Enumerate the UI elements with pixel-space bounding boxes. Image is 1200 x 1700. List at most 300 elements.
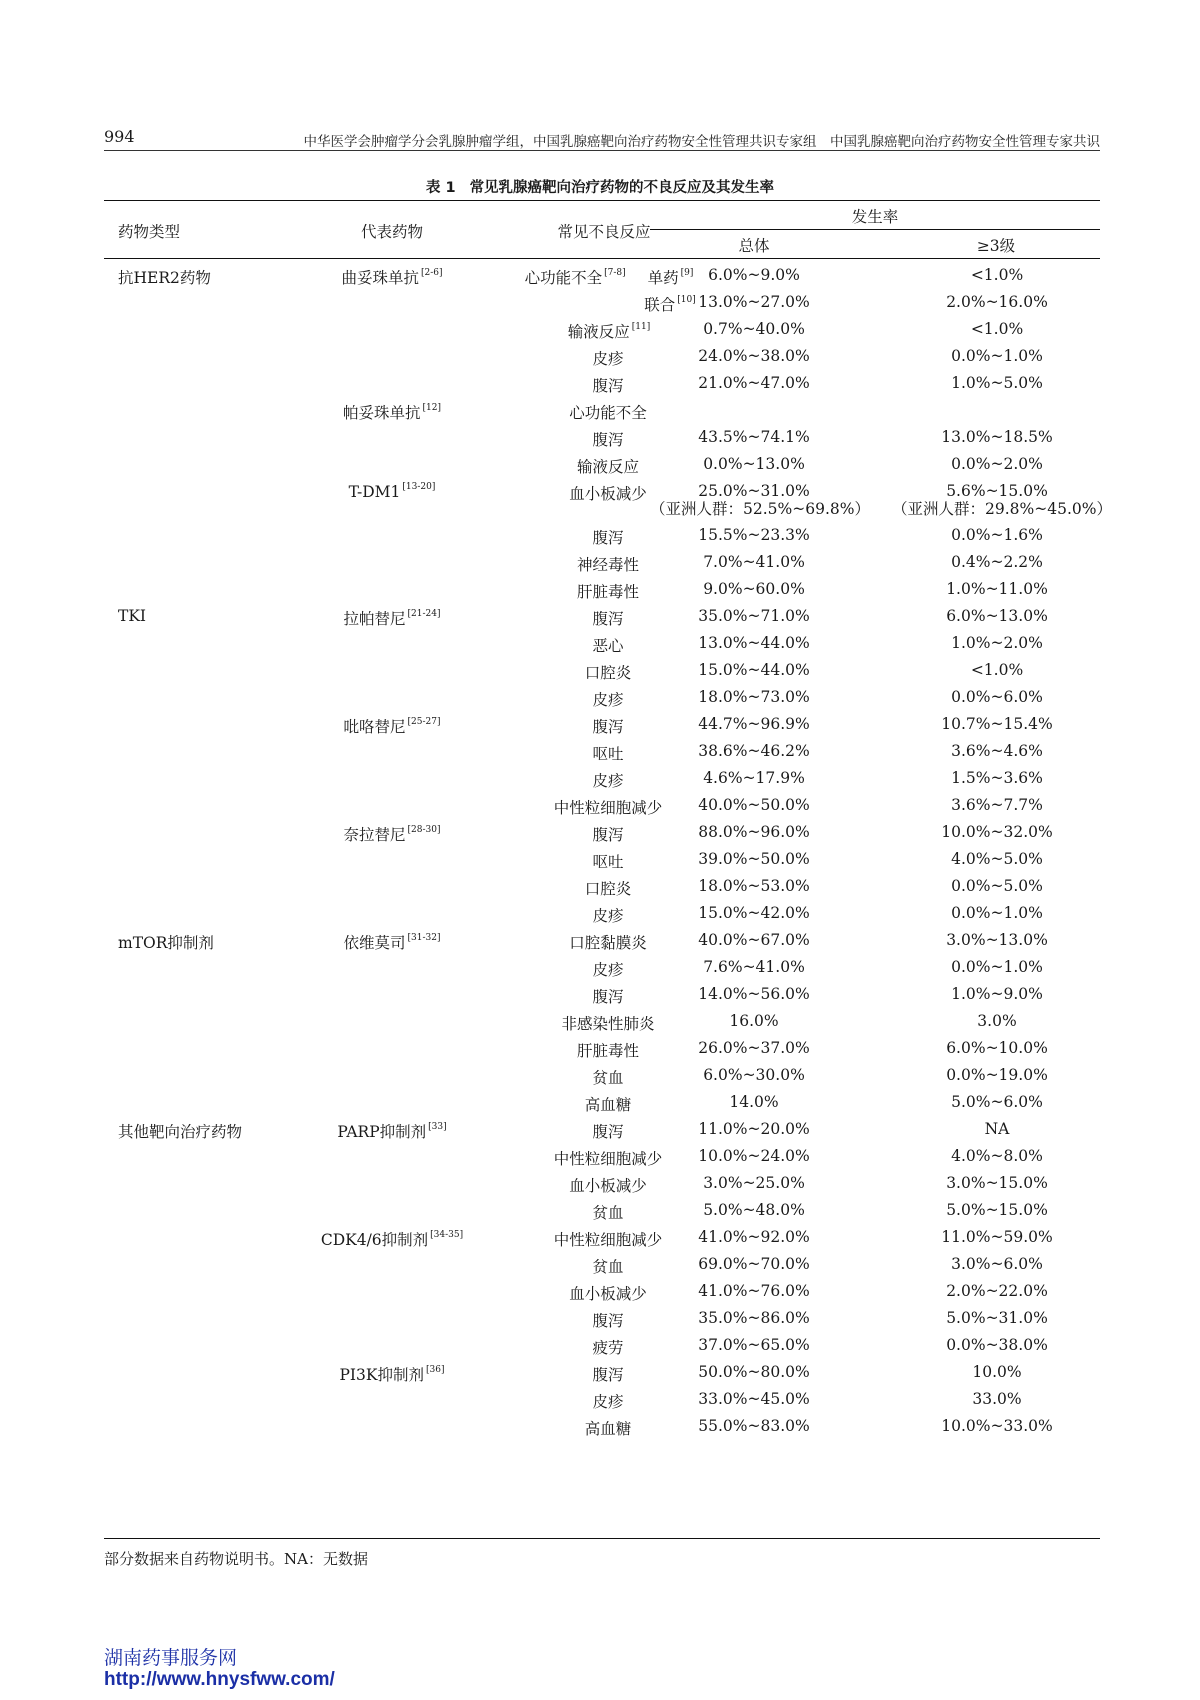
cell-rate-grade3	[892, 482, 1112, 518]
table-row	[104, 684, 1100, 711]
cell-rate-grade3-text: 0.0%~19.0%	[946, 1066, 1048, 1084]
cell-drug	[304, 347, 480, 366]
cell-drug	[304, 482, 480, 501]
cell-rate-grade3-text: 10.0%~32.0%	[941, 823, 1053, 841]
cell-rate-grade3	[892, 428, 1102, 446]
table-row	[104, 603, 1100, 630]
cell-adverse-reaction-text: 口腔炎	[584, 664, 632, 682]
table-row	[104, 343, 1100, 370]
cell-rate-grade3	[892, 1228, 1102, 1246]
cell-drug	[304, 1066, 480, 1085]
cell-rate-grade3-text: <1.0%	[970, 661, 1024, 679]
cell-rate-grade3-text: 5.0%~15.0%	[946, 1201, 1048, 1219]
reference-marker: [2-6]	[421, 268, 443, 278]
cell-rate-total	[650, 688, 858, 706]
cell-rate-total	[650, 1093, 858, 1111]
cell-drug	[304, 1336, 480, 1355]
cell-adverse-reaction-text: 肝脏毒性	[576, 1042, 639, 1060]
cell-rate-grade3-text: 0.0%~6.0%	[951, 688, 1043, 706]
cell-rate-total	[650, 1201, 858, 1219]
cell-drug	[304, 958, 480, 977]
cell-drug	[304, 1363, 480, 1385]
reference-marker: [31-32]	[407, 933, 441, 943]
table-row	[104, 424, 1100, 451]
cell-rate-total-text: 4.6%~17.9%	[703, 769, 805, 787]
cell-drug	[304, 1174, 480, 1193]
cell-drug	[304, 742, 480, 761]
cell-adverse-reaction-text: 口腔炎	[584, 880, 632, 898]
cell-rate-grade3	[892, 374, 1102, 392]
cell-adverse-reaction-text: 输液反应	[576, 458, 639, 476]
cell-rate-grade3-text: 10.7%~15.4%	[941, 715, 1053, 733]
cell-rate-grade3	[892, 1309, 1102, 1327]
cell-rate-total-text: 15.0%~42.0%	[698, 904, 810, 922]
cell-adverse-reaction-text: 神经毒性	[576, 556, 639, 574]
cell-rate-grade3-text: 0.0%~38.0%	[946, 1336, 1048, 1354]
cell-rate-total	[650, 1255, 858, 1273]
table-row	[104, 900, 1100, 927]
cell-rate-total	[650, 1066, 858, 1084]
cell-rate-grade3	[892, 580, 1102, 598]
cell-rate-grade3	[892, 742, 1102, 760]
cell-rate-total-text: 41.0%~76.0%	[698, 1282, 810, 1300]
cell-drug	[304, 526, 480, 545]
cell-drug-type	[118, 607, 146, 625]
cell-rate-total	[650, 1309, 858, 1327]
cell-rate-grade3	[892, 1120, 1102, 1138]
cell-adverse-reaction-text: 腹泻	[592, 1312, 624, 1330]
cell-rate-total-text: 40.0%~67.0%	[698, 931, 810, 949]
cell-rate-total	[650, 661, 858, 679]
cell-rate-total	[650, 1363, 858, 1381]
cell-rate-grade3-text: 3.6%~4.6%	[951, 742, 1043, 760]
cell-rate-grade3-text: 4.0%~8.0%	[951, 1147, 1043, 1165]
table-row	[104, 630, 1100, 657]
cell-rate-grade3-text: 1.5%~3.6%	[951, 769, 1043, 787]
cell-adverse-reaction-text: 中性粒细胞减少	[553, 1231, 663, 1249]
table-row	[104, 1116, 1100, 1143]
cell-rate-grade3-text: 1.0%~5.0%	[951, 374, 1043, 392]
cell-rate-total-text: 88.0%~96.0%	[698, 823, 810, 841]
cell-rate-total-text: 14.0%	[729, 1093, 779, 1111]
cell-rate-total-text: 44.7%~96.9%	[698, 715, 810, 733]
cell-drug	[304, 553, 480, 572]
cell-adverse-reaction-text: 皮疹	[592, 350, 624, 368]
cell-drug-type-text: TKI	[118, 607, 147, 625]
cell-rate-grade3-text: 1.0%~2.0%	[951, 634, 1043, 652]
table-row	[104, 478, 1112, 522]
cell-rate-grade3-text: 3.0%~15.0%	[946, 1174, 1048, 1192]
cell-rate-grade3	[892, 293, 1102, 311]
table-row	[104, 549, 1100, 576]
cell-drug	[304, 428, 480, 447]
cell-rate-grade3-text: 3.0%	[977, 1012, 1017, 1030]
cell-rate-grade3-text: <1.0%	[970, 320, 1024, 338]
header-rule	[104, 150, 1100, 151]
cell-adverse-reaction-text: 疲劳	[592, 1339, 624, 1357]
cell-rate-total	[650, 1174, 858, 1192]
table-row	[104, 1062, 1100, 1089]
cell-rate-total	[650, 850, 858, 868]
cell-rate-total	[650, 293, 858, 311]
table-row	[104, 846, 1100, 873]
cell-adverse-reaction-text: 心功能不全	[569, 404, 647, 422]
cell-rate-total-text: 40.0%~50.0%	[698, 796, 810, 814]
table-row	[104, 316, 1100, 343]
table-row	[104, 522, 1100, 549]
cell-drug-text: PARP抑制剂	[337, 1123, 427, 1141]
cell-rate-total-text: 41.0%~92.0%	[698, 1228, 810, 1246]
reference-marker: [25-27]	[407, 717, 441, 727]
cell-rate-total	[650, 266, 858, 284]
cell-rate-total-text: 7.0%~41.0%	[703, 553, 805, 571]
cell-adverse-reaction-text: 中性粒细胞减少	[553, 799, 663, 817]
table-row	[104, 1089, 1100, 1116]
cell-drug	[304, 1201, 480, 1220]
cell-rate-total	[650, 1390, 858, 1408]
cell-rate-grade3	[892, 661, 1102, 679]
cell-rate-total	[650, 1012, 858, 1030]
table-row	[104, 1197, 1100, 1224]
cell-drug-type-text: 抗HER2药物	[118, 269, 211, 287]
page-number: 994	[104, 127, 135, 146]
cell-rate-total-text: 50.0%~80.0%	[698, 1363, 810, 1381]
cell-rate-total-text: 43.5%~74.1%	[698, 428, 810, 446]
table-row	[104, 1278, 1100, 1305]
cell-adverse-reaction-text: 腹泻	[592, 826, 624, 844]
cell-rate-grade3	[892, 1417, 1102, 1435]
cell-rate-total	[650, 742, 858, 760]
cell-rate-grade3-text: 6.0%~13.0%	[946, 607, 1048, 625]
cell-adverse-reaction-text: 贫血	[592, 1258, 624, 1276]
table-row	[104, 1359, 1100, 1386]
cell-drug-text: 曲妥珠单抗	[341, 269, 419, 287]
cell-drug	[304, 1282, 480, 1301]
cell-rate-total	[650, 1417, 858, 1435]
cell-rate-grade3-text: 4.0%~5.0%	[951, 850, 1043, 868]
cell-drug	[304, 580, 480, 599]
cell-rate-grade3	[892, 1093, 1102, 1111]
cell-adverse-reaction-text: 肝脏毒性	[576, 583, 639, 601]
cell-rate-grade3	[892, 1336, 1102, 1354]
cell-drug-text: CDK4/6抑制剂	[320, 1231, 429, 1249]
cell-drug-text: 帕妥珠单抗	[343, 404, 421, 422]
cell-drug	[304, 293, 480, 312]
reference-marker: [13-20]	[402, 482, 436, 492]
cell-rate-total	[650, 455, 858, 473]
cell-rate-grade3-text: 5.0%~6.0%	[951, 1093, 1043, 1111]
cell-rate-grade3	[892, 320, 1102, 338]
cell-adverse-reaction-text: 贫血	[592, 1069, 624, 1087]
table-row	[104, 262, 1100, 289]
cell-adverse-reaction-text: 口腔黏膜炎	[569, 934, 647, 952]
cell-rate-total-text: 14.0%~56.0%	[698, 985, 810, 1003]
cell-drug-text: 依维莫司	[343, 934, 406, 952]
cell-rate-total	[650, 482, 870, 518]
table-caption	[0, 176, 1200, 197]
cell-rate-total	[650, 877, 858, 895]
cell-rate-grade3-text: 33.0%	[972, 1390, 1022, 1408]
cell-rate-grade3-text: 0.0%~5.0%	[951, 877, 1043, 895]
table-row	[104, 1305, 1100, 1332]
cell-rate-grade3	[892, 266, 1102, 284]
table-top-rule	[104, 200, 1100, 201]
cell-rate-total	[650, 1336, 858, 1354]
cell-rate-total-text: 24.0%~38.0%	[698, 347, 810, 365]
cell-adverse-reaction-text: 高血糖	[584, 1096, 632, 1114]
cell-adverse-reaction-text: 腹泻	[592, 988, 624, 1006]
cell-drug-type-text: 其他靶向治疗药物	[118, 1123, 243, 1141]
cell-rate-total-text: 7.6%~41.0%	[703, 958, 805, 976]
table-caption-text: 常见乳腺癌靶向治疗药物的不良反应及其发生率	[469, 180, 775, 196]
table-row	[104, 1008, 1100, 1035]
table-row	[104, 765, 1100, 792]
cell-rate-total	[650, 985, 858, 1003]
cell-rate-grade3-text: 0.0%~1.6%	[951, 526, 1043, 544]
cell-rate-grade3-text: 10.0%~33.0%	[941, 1417, 1053, 1435]
cell-rate-total-text: 13.0%~44.0%	[698, 634, 810, 652]
cell-drug-type	[118, 266, 211, 288]
cell-drug	[304, 931, 480, 953]
cell-drug	[304, 1309, 480, 1328]
cell-rate-grade3	[892, 715, 1102, 733]
cell-adverse-reaction-text: 血小板减少	[569, 1177, 647, 1195]
cell-rate-total-text: 13.0%~27.0%	[698, 293, 810, 311]
cell-drug	[304, 401, 480, 423]
cell-rate-grade3-text: 3.0%~6.0%	[951, 1255, 1043, 1273]
cell-rate-total-text: 5.0%~48.0%	[703, 1201, 805, 1219]
cell-drug	[304, 607, 480, 629]
cell-rate-total	[650, 796, 858, 814]
table-row	[104, 873, 1100, 900]
cell-rate-grade3	[892, 1066, 1102, 1084]
cell-rate-grade3	[892, 877, 1102, 895]
cell-adverse-reaction-text: 腹泻	[592, 718, 624, 736]
cell-adverse-reaction-text: 呕吐	[592, 853, 624, 871]
cell-rate-grade3	[892, 1282, 1102, 1300]
cell-rate-total	[650, 553, 858, 571]
cell-rate-grade3	[892, 688, 1102, 706]
cell-rate-total	[650, 347, 858, 365]
cell-rate-total	[650, 769, 858, 787]
cell-drug	[304, 661, 480, 680]
cell-rate-total-text: 21.0%~47.0%	[698, 374, 810, 392]
cell-drug	[304, 1147, 480, 1166]
cell-rate-grade3-text: 5.0%~31.0%	[946, 1309, 1048, 1327]
running-header: 中华医学会肿瘤学分会乳腺肿瘤学组，中国乳腺癌靶向治疗药物安全性管理共识专家组 中国乳腺癌靶向治疗药物安全性管理专家共识	[303, 134, 1100, 150]
cell-adverse-reaction-text: 呕吐	[592, 745, 624, 763]
cell-rate-total-line: （亚洲人群：52.5%~69.8%）	[650, 500, 870, 518]
cell-rate-grade3-text: 0.0%~1.0%	[951, 347, 1043, 365]
cell-adverse-reaction-text: 皮疹	[592, 1393, 624, 1411]
cell-adverse-reaction-text: 皮疹	[592, 691, 624, 709]
cell-rate-total-text: 6.0%~30.0%	[703, 1066, 805, 1084]
table-header-rule	[104, 258, 1100, 259]
table-row	[104, 711, 1100, 738]
watermark-url: http://www.hnysfww.com/	[104, 1669, 335, 1690]
cell-adverse-reaction-text: 腹泻	[592, 1366, 624, 1384]
cell-rate-grade3-text: 11.0%~59.0%	[941, 1228, 1053, 1246]
cell-adverse-reaction-text: 输液反应	[567, 323, 630, 341]
cell-rate-grade3	[892, 823, 1102, 841]
cell-rate-grade3	[892, 850, 1102, 868]
cell-drug	[304, 634, 480, 653]
cell-rate-grade3-text: 10.0%	[972, 1363, 1022, 1381]
cell-rate-total-line: 25.0%~31.0%	[698, 482, 810, 500]
cell-drug	[304, 904, 480, 923]
table-row	[104, 1332, 1100, 1359]
cell-drug	[304, 688, 480, 707]
table-row	[104, 792, 1100, 819]
cell-drug	[304, 850, 480, 869]
cell-rate-total-text: 39.0%~50.0%	[698, 850, 810, 868]
cell-drug	[304, 985, 480, 1004]
table-row	[104, 451, 1100, 478]
table-row	[104, 1143, 1100, 1170]
cell-rate-total	[650, 1228, 858, 1246]
cell-rate-total-text: 38.6%~46.2%	[698, 742, 810, 760]
cell-rate-total	[650, 428, 858, 446]
cell-rate-total-text: 69.0%~70.0%	[698, 1255, 810, 1273]
cell-rate-total	[650, 320, 858, 338]
cell-adverse-reaction-text: 腹泻	[592, 431, 624, 449]
cell-adverse-reaction-text: 腹泻	[592, 529, 624, 547]
cell-adverse-reaction-text: 血小板减少	[569, 1285, 647, 1303]
cell-rate-grade3-line: 5.6%~15.0%	[946, 482, 1048, 500]
cell-rate-grade3-text: 1.0%~11.0%	[946, 580, 1048, 598]
cell-rate-grade3	[892, 553, 1102, 571]
cell-adverse-reaction-text: 皮疹	[592, 961, 624, 979]
cell-adverse-reaction-text: 贫血	[592, 1204, 624, 1222]
cell-rate-total-text: 18.0%~73.0%	[698, 688, 810, 706]
cell-rate-grade3	[892, 1039, 1102, 1057]
cell-rate-total	[650, 1282, 858, 1300]
cell-drug	[304, 715, 480, 737]
cell-drug-text: 拉帕替尼	[343, 610, 406, 628]
table-row	[104, 370, 1100, 397]
cell-drug	[304, 374, 480, 393]
cell-rate-total-text: 6.0%~9.0%	[708, 266, 800, 284]
cell-drug	[304, 266, 480, 288]
cell-rate-grade3-text: 6.0%~10.0%	[946, 1039, 1048, 1057]
cell-rate-grade3	[892, 1174, 1102, 1192]
reference-marker: [34-35]	[430, 1230, 464, 1240]
cell-rate-grade3-text: NA	[984, 1120, 1010, 1138]
cell-adverse-reaction-text: 腹泻	[592, 1123, 624, 1141]
reference-marker: [11]	[631, 322, 651, 332]
cell-rate-grade3	[892, 931, 1102, 949]
cell-rate-total	[650, 580, 858, 598]
table-row	[104, 1386, 1100, 1413]
table-row	[104, 397, 1100, 424]
cell-drug-text: PI3K抑制剂	[339, 1366, 424, 1384]
cell-drug-type	[118, 1120, 242, 1142]
table-bottom-rule	[104, 1538, 1100, 1539]
reference-marker: [7-8]	[604, 268, 626, 278]
cell-rate-total	[650, 1120, 858, 1138]
cell-rate-grade3	[892, 1012, 1102, 1030]
table-row	[104, 1251, 1100, 1278]
watermark-site-name: 湖南药事服务网	[104, 1647, 238, 1669]
cell-rate-grade3-text: 0.0%~1.0%	[951, 958, 1043, 976]
table-row	[104, 1413, 1100, 1440]
table-row	[104, 927, 1100, 954]
cell-rate-total	[650, 634, 858, 652]
table-row	[104, 1170, 1100, 1197]
cell-rate-grade3-text: 0.4%~2.2%	[951, 553, 1043, 571]
cell-drug-text: 吡咯替尼	[343, 718, 406, 736]
cell-adverse-reaction	[484, 401, 734, 423]
cell-adverse-reaction-text: 皮疹	[592, 907, 624, 925]
cell-rate-grade3-line: （亚洲人群：29.8%~45.0%）	[892, 500, 1112, 518]
cell-rate-total	[650, 958, 858, 976]
cell-rate-grade3	[892, 904, 1102, 922]
cell-rate-grade3	[892, 985, 1102, 1003]
cell-rate-grade3	[892, 607, 1102, 625]
cell-rate-total-text: 33.0%~45.0%	[698, 1390, 810, 1408]
cell-rate-total-text: 16.0%	[729, 1012, 779, 1030]
watermark	[104, 1647, 335, 1691]
cell-rate-grade3	[892, 1147, 1102, 1165]
cell-subgroup-text: 单药	[647, 269, 679, 287]
cell-drug	[304, 1228, 480, 1250]
cell-rate-grade3	[892, 1255, 1102, 1273]
cell-rate-grade3	[892, 796, 1102, 814]
reference-marker: [21-24]	[407, 609, 441, 619]
table-row	[104, 1035, 1100, 1062]
cell-rate-grade3	[892, 1390, 1102, 1408]
table-row	[104, 576, 1100, 603]
cell-rate-total-text: 55.0%~83.0%	[698, 1417, 810, 1435]
cell-drug-text: T-DM1	[348, 483, 401, 501]
cell-rate-grade3-text: 0.0%~2.0%	[951, 455, 1043, 473]
table-row	[104, 819, 1100, 846]
cell-subgroup-text: 联合	[644, 296, 676, 314]
header-col-type: 药物类型	[118, 223, 181, 241]
cell-adverse-reaction-text: 恶心	[592, 637, 624, 655]
reference-marker: [28-30]	[407, 825, 441, 835]
cell-rate-total-text: 9.0%~60.0%	[703, 580, 805, 598]
cell-rate-grade3	[892, 455, 1102, 473]
cell-rate-total-text: 10.0%~24.0%	[698, 1147, 810, 1165]
cell-rate-total	[650, 715, 858, 733]
cell-rate-total	[650, 374, 858, 392]
cell-rate-grade3	[892, 1363, 1102, 1381]
reference-marker: [12]	[422, 403, 441, 413]
cell-rate-grade3-text: 0.0%~1.0%	[951, 904, 1043, 922]
cell-rate-total-text: 26.0%~37.0%	[698, 1039, 810, 1057]
cell-rate-grade3-text: 13.0%~18.5%	[941, 428, 1053, 446]
cell-rate-total	[650, 823, 858, 841]
reference-marker: [10]	[677, 295, 696, 305]
cell-rate-grade3-text: 3.0%~13.0%	[946, 931, 1048, 949]
cell-rate-grade3	[892, 958, 1102, 976]
cell-adverse-reaction-text: 中性粒细胞减少	[553, 1150, 663, 1168]
header-col-drug: 代表药物	[360, 223, 423, 241]
table-row	[104, 1224, 1100, 1251]
cell-rate-grade3	[892, 1201, 1102, 1219]
cell-drug	[304, 1012, 480, 1031]
cell-adverse-reaction-text: 皮疹	[592, 772, 624, 790]
cell-adverse-reaction-text: 非感染性肺炎	[561, 1015, 655, 1033]
cell-rate-total-text: 0.7%~40.0%	[703, 320, 805, 338]
cell-adverse-reaction-text: 血小板减少	[569, 485, 647, 503]
reference-marker: [36]	[426, 1365, 445, 1375]
cell-rate-grade3	[892, 526, 1102, 544]
cell-rate-total-text: 3.0%~25.0%	[703, 1174, 805, 1192]
cell-rate-total	[650, 931, 858, 949]
cell-drug	[304, 1039, 480, 1058]
